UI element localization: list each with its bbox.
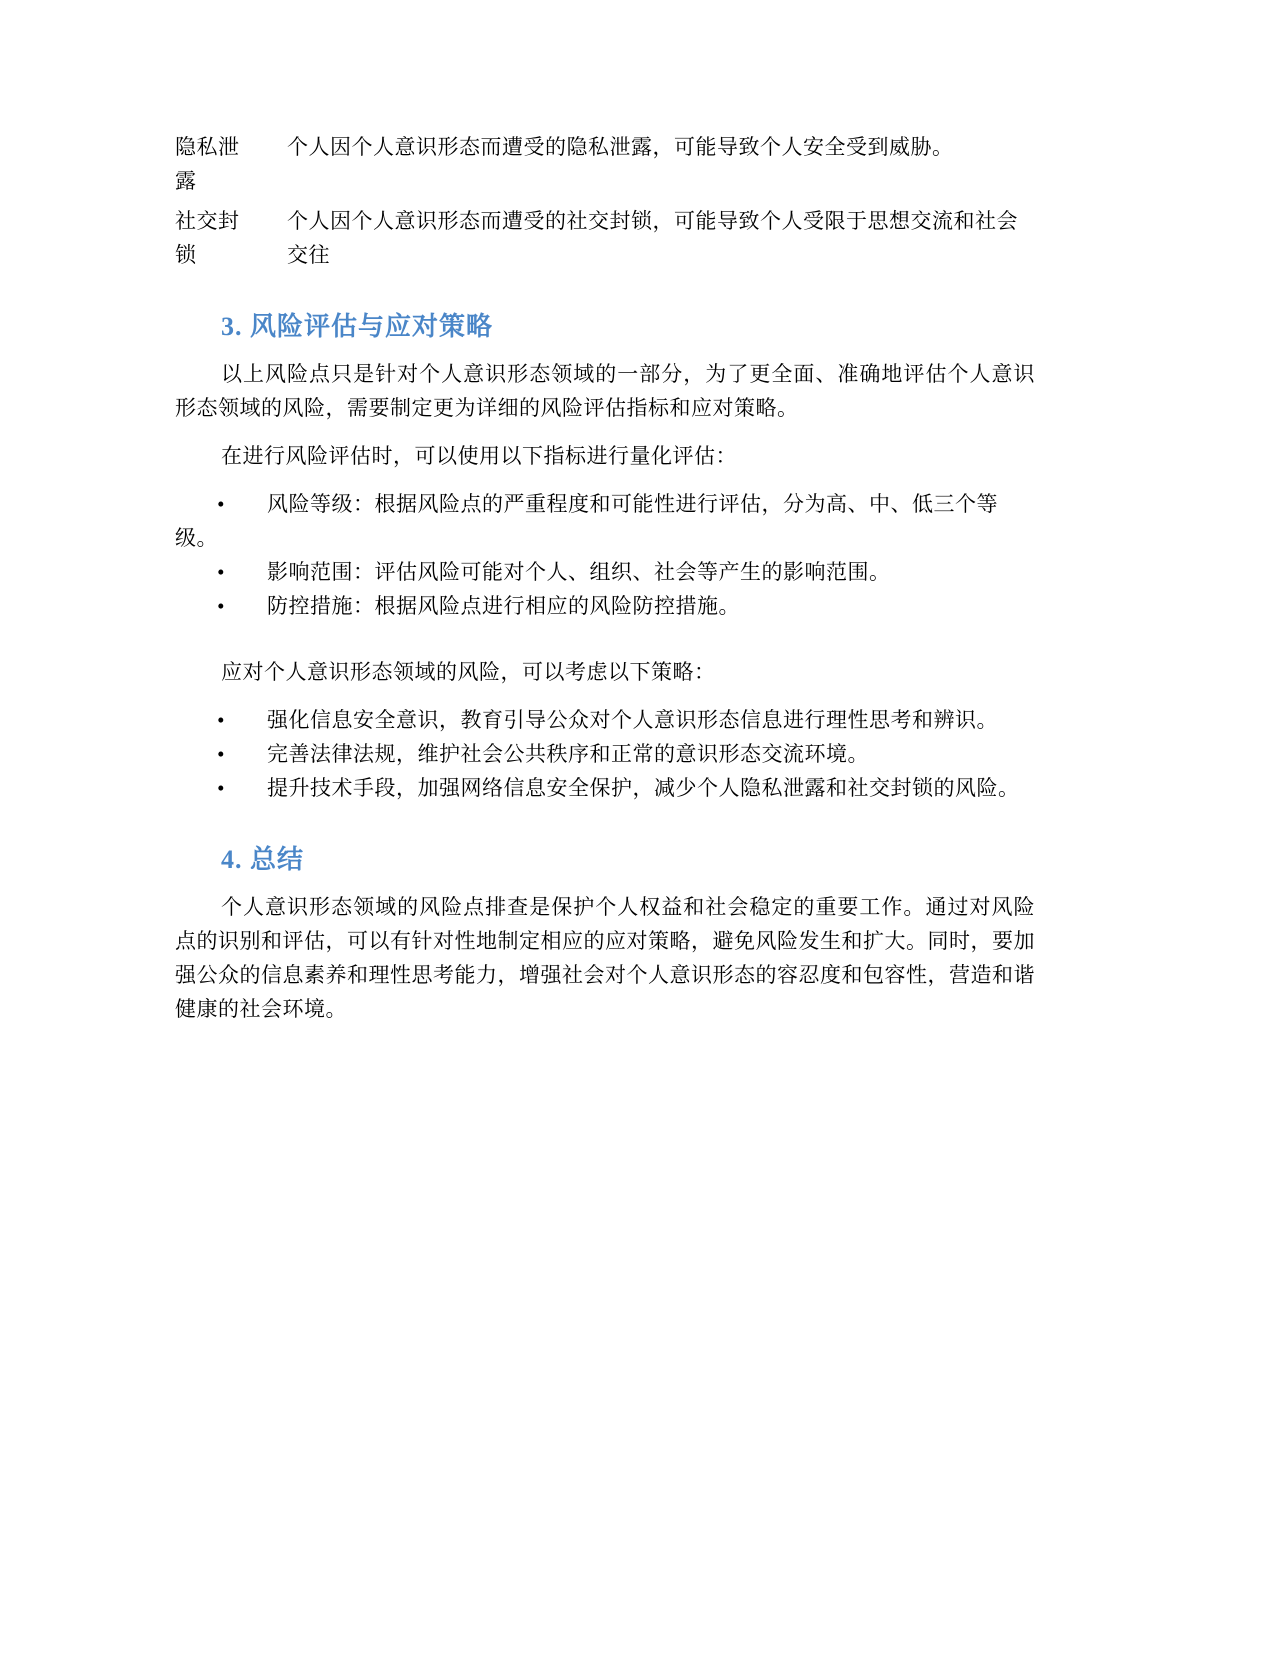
section-heading-3: 3. 风险评估与应对策略 [221, 312, 494, 341]
document-body [175, 130, 1035, 1040]
risk-term-label-line1: 隐私泄 [175, 135, 240, 159]
metrics-bullet-list [175, 487, 1035, 623]
table-row [175, 204, 1035, 272]
risk-term-description: 个人因个人意识形态而遭受的隐私泄露，可能导致个人安全受到威胁。 [287, 135, 954, 159]
risk-term-label [175, 204, 287, 272]
risk-term-description: 个人因个人意识形态而遭受的社交封锁，可能导致个人受限于思想交流和社会交往 [287, 209, 1018, 267]
section3-paragraph-1: 以上风险点只是针对个人意识形态领域的一部分，为了更全面、准确地评估个人意识形态领域的风险，需要制定更为详细的风险评估指标和应对策略。 [175, 362, 1035, 420]
list-item [175, 487, 1035, 555]
list-item [175, 737, 1035, 771]
table-row [175, 130, 1035, 198]
section-heading-4: 4. 总结 [221, 845, 305, 874]
list-item [175, 771, 1035, 805]
list-item [175, 703, 1035, 737]
list-item [175, 555, 1035, 589]
bullet-icon: • [217, 776, 225, 800]
bullet-icon: • [217, 742, 225, 766]
list-item-text: 风险等级：根据风险点的严重程度和可能性进行评估，分为高、中、低三个等级。 [175, 492, 998, 550]
list-item-text: 防控措施：根据风险点进行相应的风险防控措施。 [267, 594, 740, 618]
risk-term-label-line2: 露 [175, 169, 197, 193]
list-item-text: 影响范围：评估风险可能对个人、组织、社会等产生的影响范围。 [267, 560, 891, 584]
list-item-text: 强化信息安全意识，教育引导公众对个人意识形态信息进行理性思考和辨识。 [267, 708, 998, 732]
bullet-icon: • [217, 560, 225, 584]
bullet-icon: • [217, 708, 225, 732]
list-item-text: 提升技术手段，加强网络信息安全保护，减少个人隐私泄露和社交封锁的风险。 [267, 776, 1020, 800]
list-item [175, 589, 1035, 623]
bullet-icon: • [217, 594, 225, 618]
bullet-icon: • [217, 492, 225, 516]
section4-paragraph-1: 个人意识形态领域的风险点排查是保护个人权益和社会稳定的重要工作。通过对风险点的识别和评估，可以有针对性地制定相应的应对策略，避免风险发生和扩大。同时，要加强公众的信息素养和理性思考能力，增强社会对个人意识形态的容忍度和包容性，营造和谐健康的社会环境。 [175, 895, 1035, 1021]
section3-paragraph-3: 应对个人意识形态领域的风险，可以考虑以下策略： [221, 660, 716, 684]
risk-term-label-line2: 锁 [175, 243, 197, 267]
list-item-text: 完善法律法规，维护社会公共秩序和正常的意识形态交流环境。 [267, 742, 869, 766]
risk-term-label-line1: 社交封 [175, 209, 240, 233]
section3-paragraph-2: 在进行风险评估时，可以使用以下指标进行量化评估： [221, 444, 737, 468]
strategy-bullet-list [175, 703, 1035, 805]
risk-term-label [175, 130, 287, 198]
